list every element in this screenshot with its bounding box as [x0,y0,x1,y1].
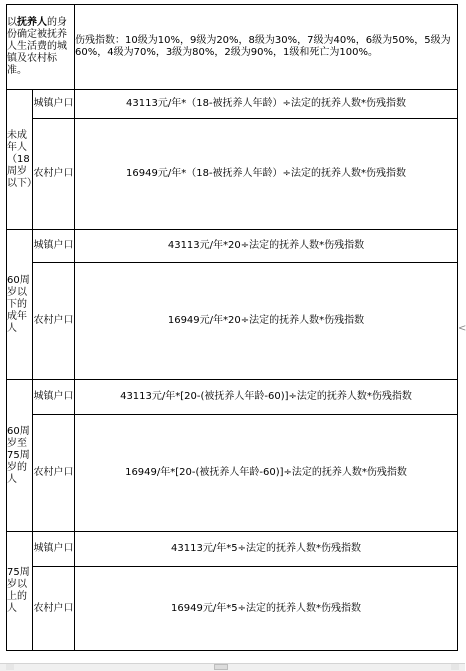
table-row [7,415,458,532]
household-type-rural: 农村户口 [33,567,75,651]
formula-urban: 43113元/年*5÷法定的抚养人数*伤残指数 [75,532,458,567]
horizontal-scrollbar[interactable] [0,663,465,671]
standard-basis-bold: 抚养人 [17,17,47,28]
household-type-urban: 城镇户口 [33,380,75,415]
formula-rural: 16949/年*[20-(被抚养人年龄-60)]÷法定的抚养人数*伤残指数 [75,415,458,532]
household-type-urban: 城镇户口 [33,90,75,119]
formula-rural: 16949元/年*5÷法定的抚养人数*伤残指数 [75,567,458,651]
table-row [7,567,458,651]
disability-index-note: 伤残指数：10级为10%，9级为20%，8级为30%，7级为40%，6级为50%，5级为60%，4级为70%，3级为80%，2级为90%，1级和死亡为100%。 [75,5,458,90]
table-row [7,263,458,380]
table-row [7,230,458,263]
age-group-label: 60周岁以下的成年人 [7,230,33,380]
standard-basis-prefix: 以 [7,17,17,28]
chevron-left-icon[interactable]: < [458,323,466,334]
formula-rural: 16949元/年*20÷法定的抚养人数*伤残指数 [75,263,458,380]
dependent-living-expense-table [6,4,458,651]
household-type-urban: 城镇户口 [33,230,75,263]
table-row [7,380,458,415]
household-type-rural: 农村户口 [33,263,75,380]
table-header-row [7,5,458,90]
scroll-right-arrow[interactable] [451,664,459,670]
table-row [7,90,458,119]
formula-rural: 16949元/年*（18-被抚养人年龄）÷法定的抚养人数*伤残指数 [75,119,458,230]
table-row [7,532,458,567]
scroll-thumb[interactable] [214,664,228,670]
table-row [7,119,458,230]
household-type-rural: 农村户口 [33,119,75,230]
standard-basis-suffix: 的身份确定被抚养人生活费的城镇及农村标准。 [7,17,67,76]
standard-basis-cell [7,5,75,90]
age-group-label: 未成年人（18周岁以下） [7,90,33,230]
formula-urban: 43113元/年*20÷法定的抚养人数*伤残指数 [75,230,458,263]
household-type-rural: 农村户口 [33,415,75,532]
age-group-label: 75周岁以上的人 [7,532,33,651]
age-group-label: 60周岁至75周岁的人 [7,380,33,532]
scroll-left-arrow[interactable] [6,664,14,670]
household-type-urban: 城镇户口 [33,532,75,567]
formula-urban: 43113元/年*[20-(被抚养人年龄-60)]÷法定的抚养人数*伤残指数 [75,380,458,415]
formula-urban: 43113元/年*（18-被抚养人年龄）÷法定的抚养人数*伤残指数 [75,90,458,119]
